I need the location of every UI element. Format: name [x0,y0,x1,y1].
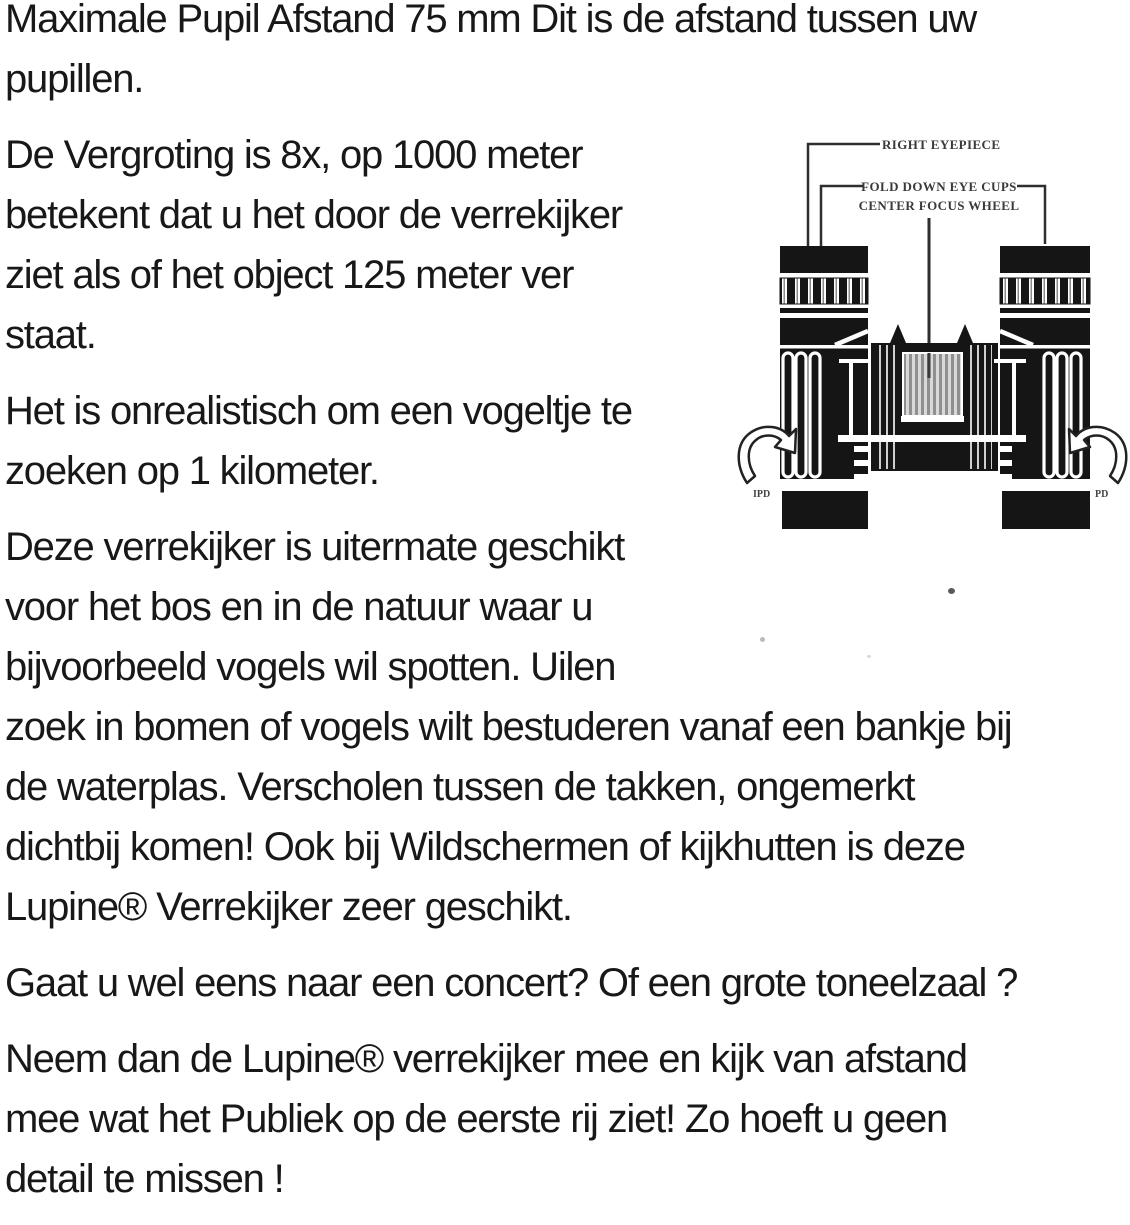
text-line: bijvoorbeeld vogels wil spotten. Uilen [5,645,616,689]
left-barrel [780,246,868,529]
text-line: zoeken op 1 kilometer. [5,449,379,493]
paragraph-geschikt-natuur [5,517,1130,937]
paragraph-pupil-afstand [5,0,1130,109]
text-line: Lupine® Verrekijker zeer geschikt. [5,885,572,929]
text-line: De Vergroting is 8x, op 1000 meter [5,133,583,177]
text-line: Maximale Pupil Afstand 75 mm Dit is de afstand tussen uw [5,0,977,41]
scan-speck [760,637,765,642]
text-line: detail te missen ! [5,1157,284,1201]
binoculars-diagram [735,126,1130,531]
text-line: voor het bos en in de natuur waar u [5,585,593,629]
text-line: staat. [5,313,96,357]
paragraph-concert [5,953,1130,1013]
focus-wheel [903,353,962,416]
scan-speck [948,588,955,594]
diagram-label-ipd-right: PD [1095,489,1109,500]
text-line: Neem dan de Lupine® verrekijker mee en kijk van afstand [5,1037,967,1081]
text-line: Deze verrekijker is uitermate geschikt [5,525,625,569]
diagram-label-right-eyepiece: RIGHT EYEPIECE [882,137,1001,152]
scan-speck [867,655,871,658]
text-line: dichtbij komen! Ook bij Wildschermen of kijkhutten is deze [5,825,965,869]
text-line: pupillen. [5,57,144,101]
text-line: zoek in bomen of vogels wilt bestuderen vanaf een bankje bij [5,705,1012,749]
text-line: Gaat u wel eens naar een concert? Of een grote toneelzaal ? [5,961,1018,1005]
diagram-label-ipd-left: IPD [753,489,771,500]
text-line: ziet als of het object 125 meter ver [5,253,574,297]
paragraph-publiek [5,1029,1130,1209]
text-line: Het is onrealistisch om een vogeltje te [5,389,632,433]
diagram-label-fold-down-eye-cups: FOLD DOWN EYE CUPS [861,179,1017,194]
text-line: mee wat het Publiek op de eerste rij ziet! Zo hoeft u geen [5,1097,948,1141]
diagram-label-center-focus-wheel: CENTER FOCUS WHEEL [858,198,1020,213]
text-line: de waterplas. Verscholen tussen de takken, ongemerkt [5,765,915,809]
right-barrel [998,246,1090,529]
hinge-axle [838,435,1026,442]
text-line: betekent dat u het door de verrekijker [5,193,623,237]
